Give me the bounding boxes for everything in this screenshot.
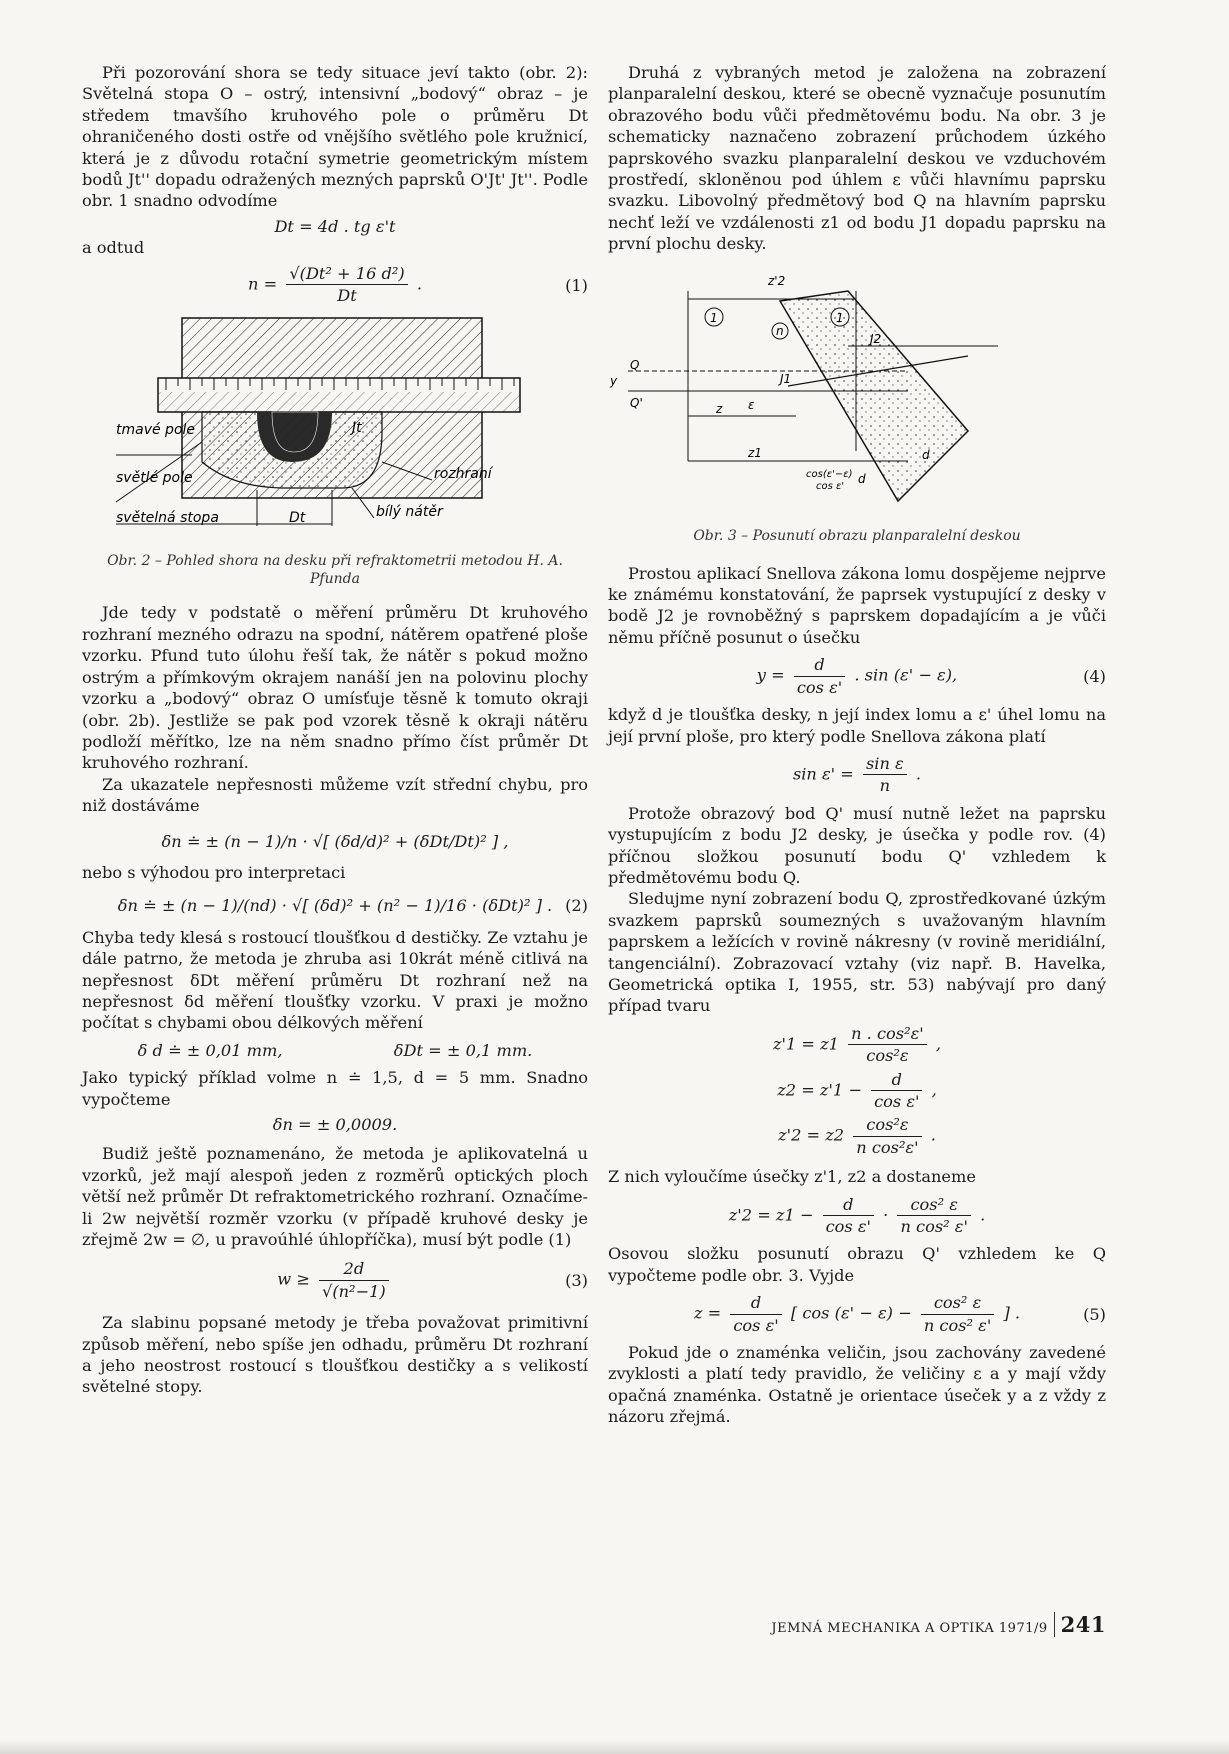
label-boundary: rozhraní [434, 466, 492, 483]
paragraph: Protože obrazový bod Q' musí nutně ležet na paprsku vystupujícím z bodu J2 desky, je úsečka y podle rov. (4) příčnou složkou posunutí bodu Q' vzhledem k předmětovému bodu Q. [608, 803, 1106, 887]
label-q: Q [630, 357, 640, 372]
equation-error: δn ≐ ± (n − 1)/n · √[ (δd/d)² + (δDt/Dt)² ] , [161, 831, 509, 851]
page-number: 241 [1054, 1612, 1106, 1637]
equation-z2p: z'2 = z2 $\frac{\text{cos²ε}}{\text{n cos²ε'}}$ . [778, 1115, 936, 1157]
label-n: n [776, 323, 784, 338]
label-q-prime: Q' [630, 395, 643, 410]
label-j2: J2 [870, 331, 882, 346]
paragraph: a odtud [82, 238, 145, 258]
label-j1: J1 [780, 371, 792, 386]
label-d: d [858, 471, 866, 486]
equation-z2p-final: z'2 = z1 − $\frac{d}{\text{cos ε'}}$ · $\frac{\text{cos² ε}}{\text{n cos² ε'}}$ . [728, 1194, 986, 1237]
equation-number: (5) [1083, 1305, 1106, 1325]
equation-3: w ≥ $\frac{2d}{\text{√(n²−1)}}$ (3) [277, 1259, 588, 1301]
label-y: y [610, 373, 618, 388]
equation-1: n = $\frac{\text{√(Dt² + 16 d²)}}{Dt}$ . (1) [248, 263, 588, 306]
figure-2-caption: Obr. 2 – Pohled shora na desku při refraktometrii metodou H. A. Pfunda [107, 553, 563, 588]
equation-4: y = $\frac{d}{\text{cos ε'}}$ . sin (ε' − ε), (4) [756, 655, 1106, 697]
label-z1: z1 [748, 445, 762, 460]
paragraph: Při pozorování shora se tedy situace jeví takto (obr. 2): Světelná stopa O – ostrý, intensivní „bodový“ obraz – je středem tmavšího kruhového pole o průměru Dt ohraničeného dosti ostře od vnějšího světlého pole kružnicí, která je z důvodu rotační symetrie geometrickým místem bodů Jt'' dopadu odražených mezných paprsků O'Jt' Jt''. Podle obr. 1 snadno odvodíme [82, 63, 589, 211]
paragraph: Druhá z vybraných metod je založena na zobrazení planparalelní deskou, které se obecně vyznačuje posunutím obrazového bodu vůči předmětovému bodu. Na obr. 3 je schematicky naznačeno zobrazení průchodem úzkého paprskového svazku planparalelní deskou ve vzduchovém prostředí, skloněnou pod úhlem ε vůči hlavnímu paprsku svazku. Libovolný předmětový bod Q na hlavním paprsku nechť leží ve vzdálenosti z1 od bodu J1 dopadu paprsku na první plochu desky. [608, 63, 1106, 254]
page-footer [760, 1612, 1106, 1637]
paragraph: Jako typický příklad volme n ≐ 1,5, d = 5 mm. Snadno vypočteme [82, 1068, 588, 1109]
equation-z1p: z'1 = z1 $\frac{\text{n . cos²ε'}}{\text{cos²ε}}$ , [772, 1023, 942, 1066]
equation-2: δn ≐ ± (n − 1)/(nd) · √[ (δd)² + (n² − 1)/16 · (δDt)² ] . (2) [117, 896, 588, 916]
figure-2-diagram [82, 312, 588, 544]
label-medium-1: 1 [836, 310, 844, 325]
label-jt: Jt [352, 420, 362, 437]
label-medium-1: 1 [710, 310, 718, 325]
paragraph: když d je tloušťka desky, n její index lomu a ε' úhel lomu na její první ploše, pro který podle Snellova zákona platí [608, 705, 1106, 746]
journal-name: JEMNÁ MECHANIKA A OPTIKA 1971/9 [771, 1621, 1048, 1636]
label-light-field: světlé pole [116, 470, 193, 487]
figure-3-caption: Obr. 3 – Posunutí obrazu planparalelní deskou [693, 527, 1021, 544]
equation-5: z = $\frac{d}{\text{cos ε'}}$ [ cos (ε' − ε) − $\frac{\text{cos² ε}}{\text{n cos² ε'}}$ ] . (5) [693, 1293, 1106, 1335]
figure-2 [82, 312, 588, 544]
label-cos: cos(ε'−ε) [806, 468, 853, 480]
paragraph: Pokud jde o znaménka veličin, jsou zachovány zavedené zvyklosti a platí tedy pravidlo, že veličiny ε a y mají vždy opačná znaménka. Ostatně je orientace úseček y a z vždy z názoru zřejmá. [608, 1343, 1106, 1427]
label-white-coat: bílý nátěr [376, 504, 443, 521]
equation-number: (3) [565, 1271, 588, 1291]
label-z: z [716, 401, 723, 416]
paragraph: Prostou aplikací Snellova zákona lomu dospějeme nejprve ke známému konstatování, že paprsek vystupující z desky v bodě J2 je rovnoběžný s paprskem dopadajícím a je vůči němu příčně posunut o úsečku [608, 563, 1106, 647]
paragraph: nebo s výhodou pro interpretaci [82, 862, 346, 882]
left-column [82, 62, 588, 1398]
paragraph: Chyba tedy klesá s rostoucí tloušťkou d destičky. Ze vztahu je dále patrno, že metoda je zhruba asi 10krát méně citlivá na nepřesnost δDt měření průměru Dt rozhraní než na nepřesnost δd měření tloušťky vzorku. V praxi je možno počítat s chybami obou délkových měření [82, 927, 588, 1033]
paragraph: Sledujme nyní zobrazení bodu Q, zprostředkované úzkým svazkem paprsků soumezných s uvažovaným hlavním paprskem a ležících v rovině nákresny (v rovině meridiální, tangenciální). Zobrazovací vztahy (viz např. B. Havelka, Geometrická optika I, 1955, str. 53) nabývají pro daný případ tvaru [608, 889, 1106, 1016]
equation-z2: z2 = z'1 − $\frac{d}{\text{cos ε'}}$ , [777, 1069, 937, 1111]
label-z2p: z'2 [768, 273, 786, 288]
paragraph: Z nich vyloučíme úsečky z'1, z2 a dostaneme [608, 1167, 976, 1187]
paragraph: Za ukazatele nepřesnosti můžeme vzít střední chybu, pro niž dostáváme [82, 774, 588, 816]
right-column [608, 62, 1106, 1428]
label-epsilon: ε [748, 397, 755, 412]
label-light-spot: světelná stopa [116, 510, 219, 527]
equation-snell: sin ε' = $\frac{\text{sin ε}}{n}$ . [792, 753, 922, 796]
equation-number: (4) [1083, 667, 1106, 687]
paragraph: Budiž ještě poznamenáno, že metoda je aplikovatelná u vzorků, jež mají alespoň jeden z rozměrů optických ploch větší než průměr Dt refraktometrického rozhraní. Označíme-li 2w největší rozměr vzorku (v případě kruhové desky je zřejmě 2w = ∅, u pravoúhlé úhlopříčka), musí být podle (1) [82, 1144, 588, 1250]
paragraph: Za slabinu popsané metody je třeba považovat primitivní způsob měření, nebo spíše jen odhadu, průměru Dt rozhraní a jeho neostrost rostoucí s tloušťkou destičky a s velikostí světelné stopy. [82, 1313, 588, 1397]
scan-shadow [0, 1740, 1229, 1754]
label-dark-field: tmavé pole [116, 422, 196, 439]
figure-3-diagram [608, 261, 1106, 523]
equation-result: δn = ± 0,0009. [272, 1115, 398, 1134]
paragraph: Jde tedy v podstatě o měření průměru Dt kruhového rozhraní mezného odrazu na spodní, nátěrem opatřené ploše vzorku. Pfund tuto úlohu řeší tak, že nátěr s pokud možno ostrým a přímkovým okrajem nanáší jen na polovinu plochy vzorku a „bodový“ obraz O umísťuje těsně k tomuto okraji (obr. 2b). Jestliže se pak pod vzorek těsně k okraji nátěru podloží měřítko, lze na něm snadno přímo číst průměr Dt kruhového rozhraní. [82, 603, 588, 773]
label-dt: Dt [289, 510, 306, 527]
equation-number: (1) [565, 275, 588, 295]
equation-number: (2) [565, 896, 588, 916]
equation-dt: Dt = 4d . tg ε't [274, 216, 396, 236]
paragraph: Osovou složku posunutí obrazu Q' vzhledem ke Q vypočteme podle obr. 3. Vyjde [608, 1244, 1106, 1285]
label-d: d [922, 447, 930, 462]
figure-3 [608, 261, 1106, 523]
equation-errors: δ d ≐ ± 0,01 mm, δDt = ± 0,1 mm. [137, 1040, 533, 1060]
label-cos-den: cos ε' [816, 480, 845, 492]
